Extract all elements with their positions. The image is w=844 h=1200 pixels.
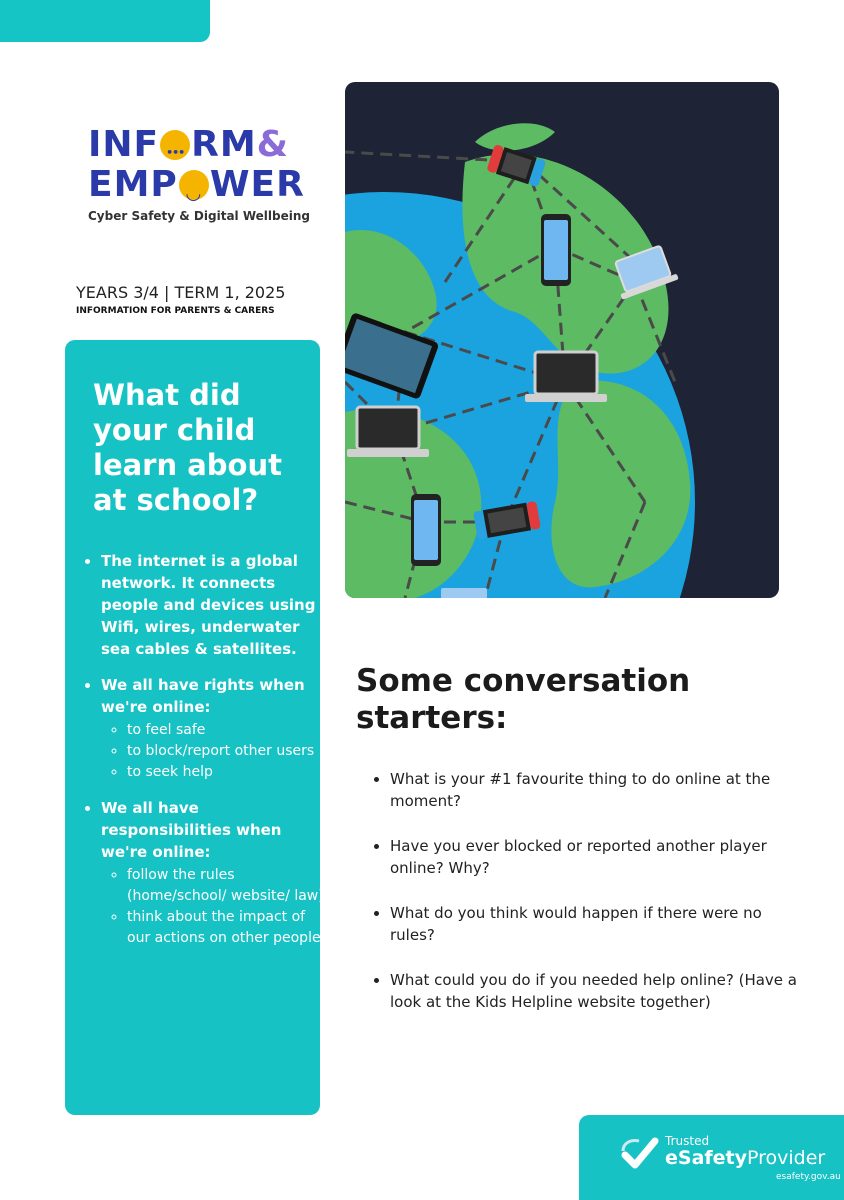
learning-item: • We all have responsibilities when we're online: ◦ follow the rules (home/school/ website/ law) ◦ think about the impact of our actions on other people bbox=[101, 797, 326, 949]
conversation-starters-list bbox=[370, 768, 800, 1036]
chat-bubble-icon bbox=[160, 130, 190, 160]
device-laptop-3 bbox=[347, 407, 429, 457]
esafety-provider-badge bbox=[579, 1115, 844, 1200]
learning-item: • We all have rights when we're online: ◦ to feel safe ◦ to block/report other users ◦ to seek help bbox=[101, 674, 326, 783]
school-learning-panel bbox=[65, 340, 324, 1115]
global-network-illustration bbox=[345, 82, 779, 598]
logo-line-inform: INF••• RM& bbox=[88, 125, 303, 165]
badge-provider-name: eSafetyProvider bbox=[665, 1147, 826, 1169]
top-accent-tab bbox=[0, 0, 210, 42]
responsibilities-list bbox=[101, 865, 326, 949]
panel-heading: What did your child learn about at school? bbox=[93, 378, 282, 517]
logo-tagline: Cyber Safety & Digital Wellbeing bbox=[88, 209, 310, 223]
conversation-starters-title: Some conversation starters: bbox=[356, 663, 691, 736]
logo-line-empower: EMP◡ WER bbox=[88, 165, 303, 205]
rights-list bbox=[101, 720, 326, 783]
term-subtitle: INFORMATION FOR PARENTS & CARERS bbox=[76, 306, 275, 316]
conversation-item: • What do you think would happen if there were no rules? bbox=[390, 902, 800, 946]
responsibilities-item: ◦ follow the rules (home/school/ website/ law) bbox=[127, 865, 326, 907]
device-laptop-4 bbox=[441, 588, 487, 598]
term-title: YEARS 3/4 | TERM 1, 2025 bbox=[76, 283, 286, 302]
responsibilities-item: ◦ think about the impact of our actions on other people bbox=[127, 907, 326, 949]
badge-trusted-label: Trusted bbox=[665, 1134, 710, 1148]
conversation-item: • What could you do if you needed help online? (Have a look at the Kids Helpline website together) bbox=[390, 969, 800, 1013]
rights-item: ◦ to block/report other users bbox=[127, 741, 326, 762]
learning-item: • The internet is a global network. It connects people and devices using Wifi, wires, underwater sea cables & satellites. bbox=[101, 550, 326, 660]
inform-empower-logo bbox=[88, 124, 310, 223]
rights-item: ◦ to seek help bbox=[127, 762, 326, 783]
conversation-item: • Have you ever blocked or reported another player online? Why? bbox=[390, 835, 800, 879]
device-phone-1 bbox=[541, 214, 571, 286]
device-phone-2 bbox=[411, 494, 441, 566]
conversation-item: • What is your #1 favourite thing to do online at the moment? bbox=[390, 768, 800, 812]
device-laptop-2 bbox=[525, 352, 607, 402]
rights-item: ◦ to feel safe bbox=[127, 720, 326, 741]
smiley-face-icon bbox=[179, 170, 209, 200]
term-info bbox=[76, 283, 285, 316]
globe-network-graphic bbox=[345, 82, 779, 598]
checkmark-icon bbox=[621, 1137, 659, 1173]
badge-url: esafety.gov.au bbox=[776, 1172, 841, 1182]
learning-list bbox=[81, 550, 326, 963]
